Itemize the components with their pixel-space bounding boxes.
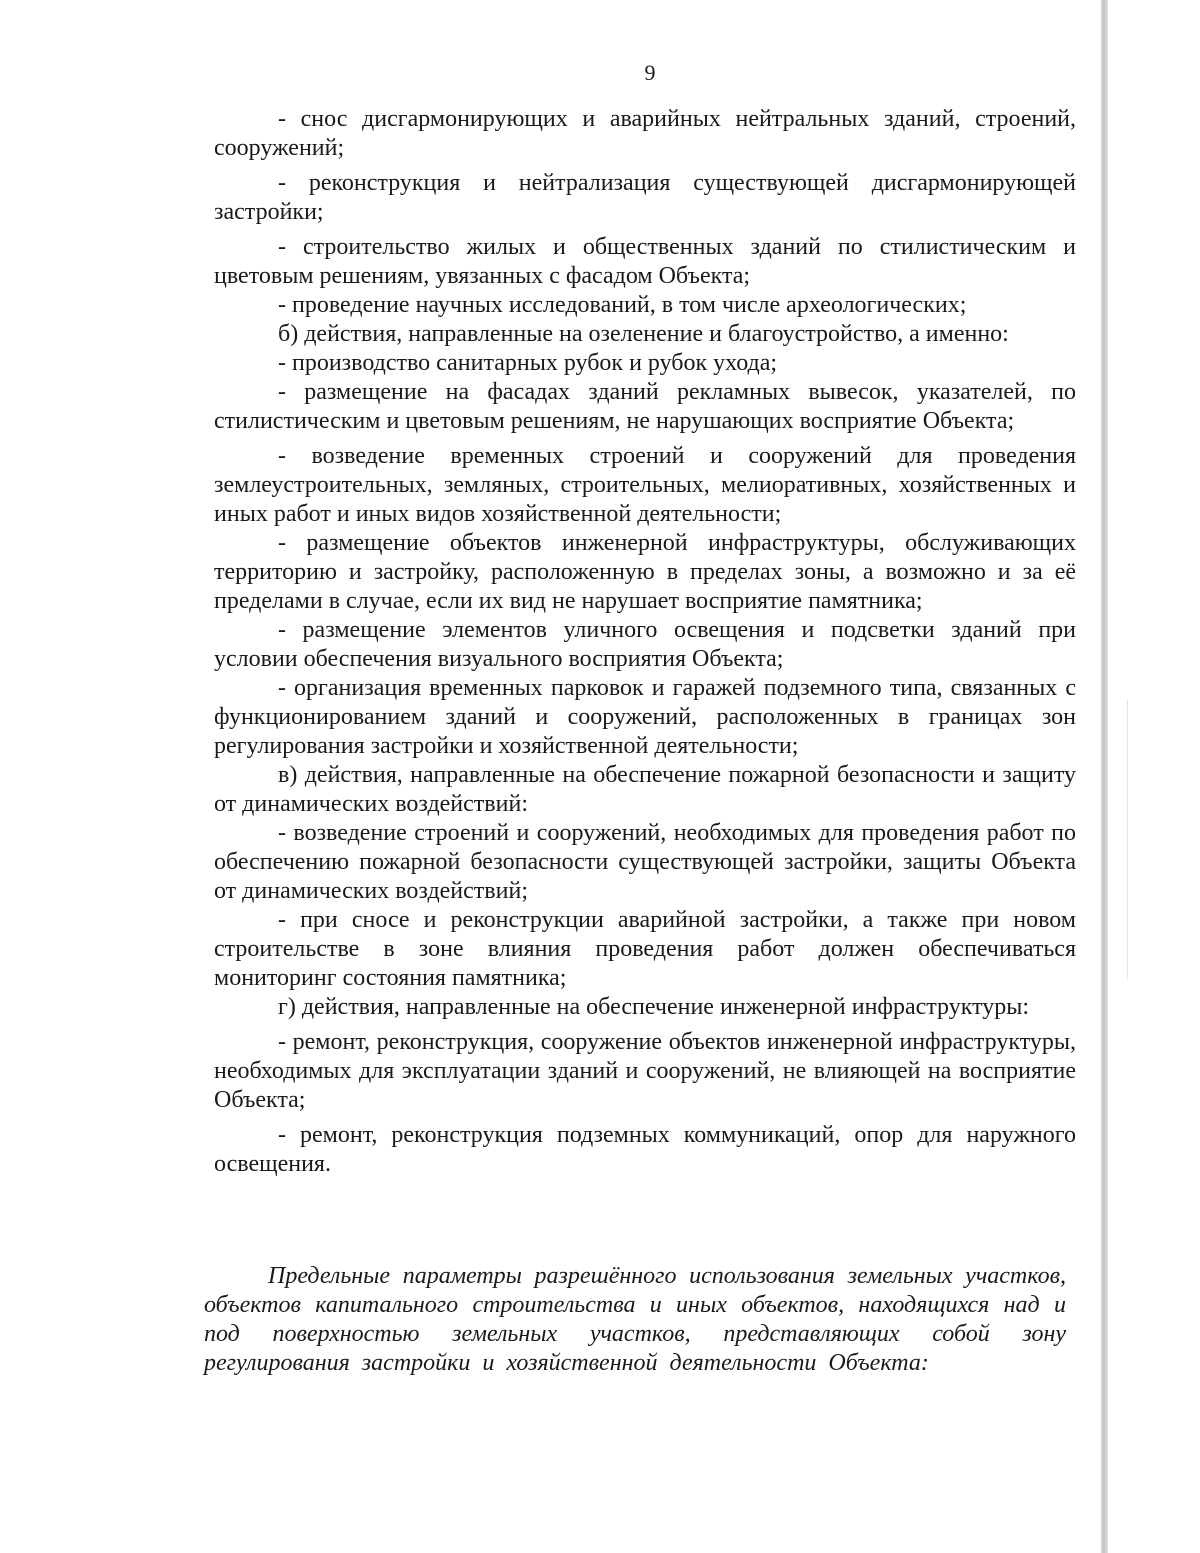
paragraph: - проведение научных исследований, в том числе археологических; [278,292,967,318]
paragraph: в) действия, направленные на обеспечение пожарной безопасности и защиту от динамических воздействий: [214,762,1076,817]
page-number: 9 [644,60,656,85]
paragraph: б) действия, направленные на озеленение и благоустройство, а именно: [278,321,1009,347]
paragraph: - размещение элементов уличного освещения и подсветки зданий при условии обеспечения визуального восприятия Объекта; [214,617,1076,672]
paragraph: - организация временных парковок и гаражей подземного типа, связанных с функционированием зданий и сооружений, расположенных в границах зон регулирования застройки и хозяйственной деятельности; [214,675,1076,759]
paragraph: - реконструкция и нейтрализация существующей дисгармонирующей застройки; [214,170,1076,225]
paragraph: - размещение на фасадах зданий рекламных вывесок, указателей, по стилистическим и цветовым решениям, не нарушающих восприятие Объекта; [214,379,1076,434]
paragraph: - при сносе и реконструкции аварийной застройки, а также при новом строительстве в зоне влияния проведения работ должен обеспечиваться мониторинг состояния памятника; [214,907,1076,991]
scan-edge-shadow [1101,0,1108,1553]
document-body [214,105,1076,1179]
paragraph: - возведение строений и сооружений, необходимых для проведения работ по обеспечению пожарной безопасности существующей застройки, защиты Объекта от динамических воздействий; [214,820,1076,904]
paragraph: г) действия, направленные на обеспечение инженерной инфраструктуры: [278,994,1030,1020]
paragraph: - ремонт, реконструкция подземных коммуникаций, опор для наружного освещения. [214,1122,1076,1177]
paragraph: - размещение объектов инженерной инфраструктуры, обслуживающих территорию и застройку, расположенную в пределах зоны, а возможно и за её пределами в случае, если их вид не нарушает восприятие памятника; [214,530,1076,614]
section-heading-italic [204,1262,1066,1378]
conclusion-paragraph: Предельные параметры разрешённого использования земельных участков, объектов капитального строительства и иных объектов, находящихся над и под поверхностью земельных участков, представляющих собой зону регулирования застройки и хозяйственной деятельности Объекта: [204,1263,1066,1376]
paragraph: - производство санитарных рубок и рубок ухода; [278,350,778,376]
paragraph: - возведение временных строений и сооружений для проведения землеустроительных, земляных, строительных, мелиоративных, хозяйственных и иных работ и иных видов хозяйственной деятельности; [214,443,1076,527]
scan-edge-artifact [1127,700,1130,980]
paragraph: - ремонт, реконструкция, сооружение объектов инженерной инфраструктуры, необходимых для эксплуатации зданий и сооружений, не влияющей на восприятие Объекта; [214,1029,1076,1113]
paragraph: - снос дисгармонирующих и аварийных нейтральных зданий, строений, сооружений; [214,106,1076,161]
paragraph: - строительство жилых и общественных зданий по стилистическим и цветовым решениям, увязанных с фасадом Объекта; [214,234,1076,289]
